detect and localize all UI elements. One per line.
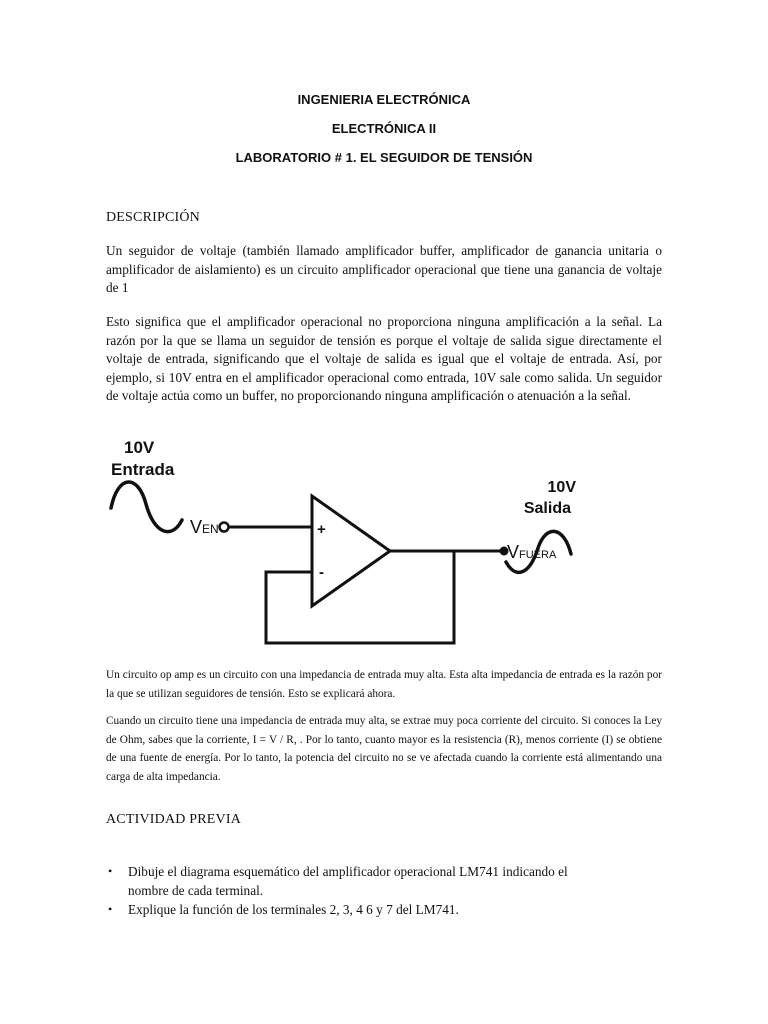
description-paragraph-2: Esto significa que el amplificador operacional no proporciona ninguna amplificación a la señal. La razón por la que se llama un seguidor de tensión es porque el voltaje de salida sigue directamente el voltaje de entrada, significando que el voltaje de salida es igual que el voltaje de entrada. Así, por ejemplo, si 10V entra en el amplificador operacional como entrada, 10V sale como salida. Un seguidor de voltaje actúa como un buffer, no proporcionando ninguna amplificación o atenuación a la señal.	[106, 314, 662, 404]
header-line-1: INGENIERIA ELECTRÓNICA	[297, 92, 471, 107]
list-item-text: Explique la función de los terminales 2, 3, 4 6 y 7 del LM741.	[128, 902, 459, 917]
explanation-paragraph-1: Un circuito op amp es un circuito con una impedancia de entrada muy alta. Esta alta impedancia de entrada es la razón por la que se utilizan seguidores de tensión. Esto se explicará ahora.	[106, 669, 662, 700]
bullet-icon: •	[108, 864, 113, 878]
activity-list	[106, 862, 662, 919]
list-item	[106, 900, 662, 919]
input-voltage-label: 10V	[124, 438, 155, 457]
output-label: Salida	[523, 500, 571, 517]
input-node-label: VEN	[190, 517, 219, 537]
input-terminal	[220, 523, 229, 532]
bullet-icon: •	[108, 902, 113, 916]
activity-heading: ACTIVIDAD PREVIA	[106, 812, 242, 827]
list-item-text: Dibuje el diagrama esquemático del amplificador operacional LM741 indicando el nombre de cada terminal.	[128, 864, 568, 898]
header-line-2: ELECTRÓNICA II	[331, 121, 437, 136]
description-paragraph-1: Un seguidor de voltaje (también llamado amplificador buffer, amplificador de ganancia unitaria o amplificador de aislamiento) es un circuito amplificador operacional que tiene una ganancia de voltaje de 1	[106, 243, 662, 296]
voltage-follower-circuit-diagram	[106, 434, 576, 650]
minus-input-sign: -	[319, 564, 324, 581]
list-item	[106, 862, 588, 900]
explanation-paragraph-2: Cuando un circuito tiene una impedancia de entrada muy alta, se extrae muy poca corriente del circuito. Si conoces la Ley de Ohm, sabes que la corriente, I = V / R, . Por lo tanto, cuanto mayor es la resistencia (R), menos corriente (I) se obtiene de una fuente de energía. Por lo tanto, la potencia del circuito no se ve afectada cuando la corriente está alimentando una carga de alta impedancia.	[106, 715, 662, 783]
input-label: Entrada	[111, 460, 175, 479]
output-node-label: VFUERA	[507, 542, 557, 562]
plus-input-sign: +	[317, 521, 326, 538]
op-amp-triangle	[312, 496, 390, 606]
header-line-3: LABORATORIO # 1. EL SEGUIDOR DE TENSIÓN	[235, 150, 533, 165]
description-heading: DESCRIPCIÓN	[106, 210, 200, 225]
input-sine-wave	[111, 482, 182, 532]
output-voltage-label: 10V	[547, 479, 576, 496]
